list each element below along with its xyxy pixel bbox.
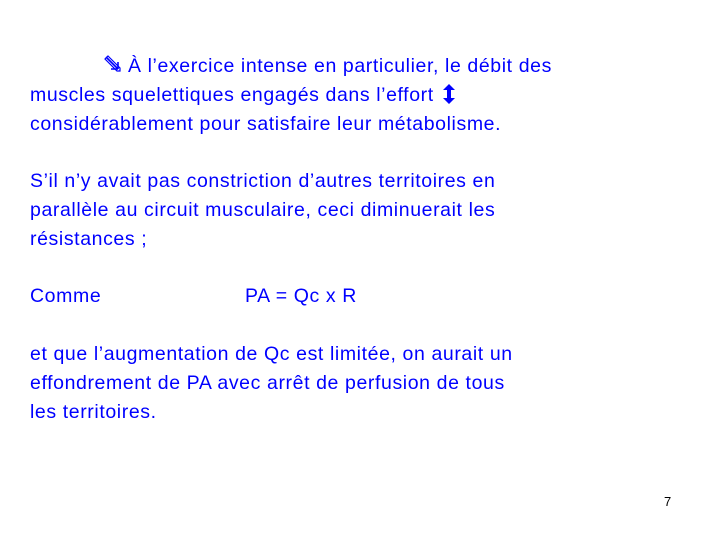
paragraph3-line1: et que l’augmentation de Qc est limitée, on aurait un xyxy=(30,343,513,365)
formula-equation: PA = Qc x R xyxy=(245,285,357,307)
paragraph1-line2: muscles squelettiques engagés dans l’effort xyxy=(30,84,434,106)
paragraph1-line3: considérablement pour satisfaire leur métabolisme. xyxy=(30,113,502,135)
paragraph1-line2-row xyxy=(30,81,456,110)
outlined-right-arrow-icon xyxy=(104,54,124,74)
paragraph3-line2: effondrement de PA avec arrêt de perfusion de tous xyxy=(30,372,505,394)
paragraph2-line2: parallèle au circuit musculaire, ceci diminuerait les xyxy=(30,199,496,221)
page-number: 7 xyxy=(664,494,672,509)
paragraph1-line1-row xyxy=(104,52,552,81)
up-down-arrow-icon xyxy=(442,83,456,105)
paragraph3-line3: les territoires. xyxy=(30,401,157,423)
paragraph1-line1: À l’exercice intense en particulier, le débit des xyxy=(128,55,552,77)
formula-label: Comme xyxy=(30,285,102,307)
paragraph2-line3: résistances ; xyxy=(30,228,148,250)
paragraph2-line1: S’il n’y avait pas constriction d’autres territoires en xyxy=(30,170,496,192)
